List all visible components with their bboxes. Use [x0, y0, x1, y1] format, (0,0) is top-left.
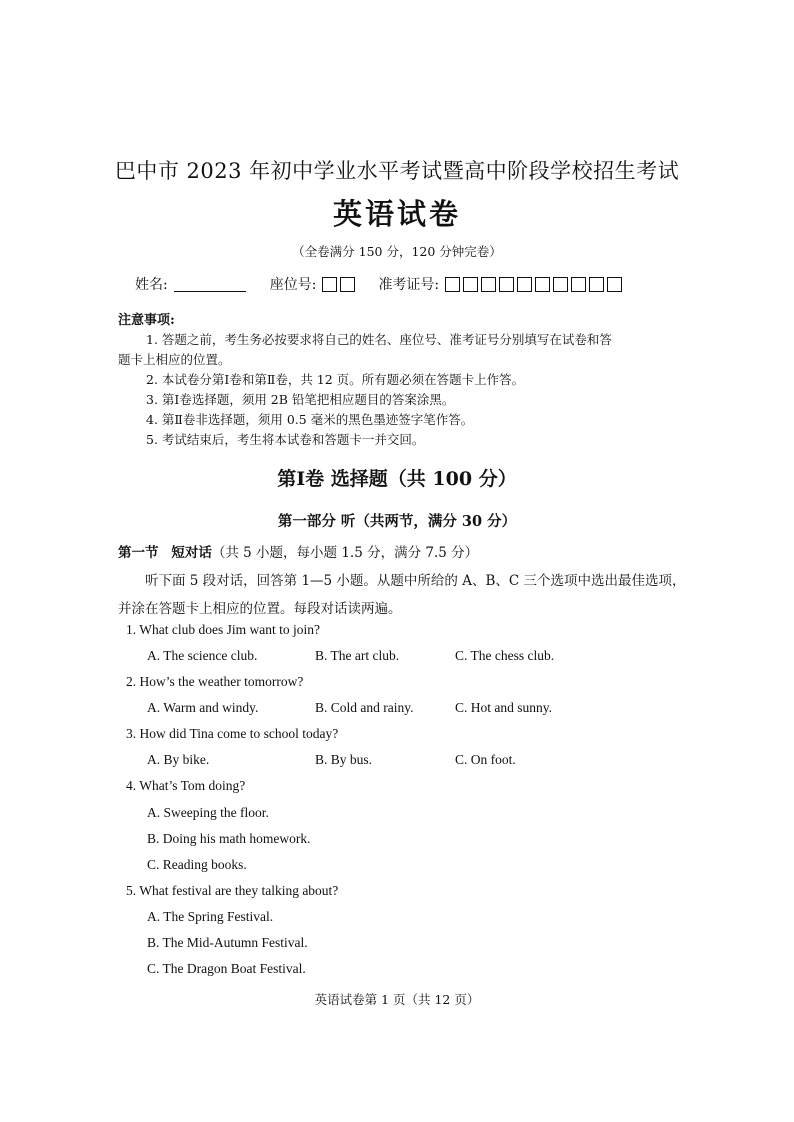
- seat-box[interactable]: [322, 277, 337, 292]
- question-5-option-b[interactable]: B. The Mid-Autumn Festival.: [147, 935, 308, 950]
- name-label: 姓名:: [135, 277, 168, 293]
- question-1-option-b[interactable]: B. The art club.: [315, 648, 400, 663]
- exam-title: 巴中市 2023 年初中学业水平考试暨高中阶段学校招生考试: [114, 159, 680, 183]
- question-3-option-c[interactable]: C. On foot.: [455, 752, 516, 767]
- notice-heading: 注意事项:: [118, 313, 175, 328]
- question-4-option-b[interactable]: B. Doing his math homework.: [147, 831, 311, 846]
- question-4-stem: 4. What’s Tom doing?: [126, 778, 246, 793]
- question-3-option-b[interactable]: B. By bus.: [315, 752, 373, 767]
- notice-item-4: 4. 第Ⅱ卷非选择题，须用 0.5 毫米的黑色墨迹签字笔作答。: [146, 412, 474, 427]
- question-2-option-b[interactable]: B. Cold and rainy.: [315, 700, 414, 715]
- question-4-option-c[interactable]: C. Reading books.: [147, 857, 247, 872]
- exam-number-box[interactable]: [481, 277, 496, 292]
- seat-number-boxes[interactable]: [322, 277, 358, 292]
- exam-number-box[interactable]: [553, 277, 568, 292]
- question-2-option-a[interactable]: A. Warm and windy.: [147, 700, 259, 715]
- notice-item-3: 3. 第Ⅰ卷选择题，须用 2B 铅笔把相应题目的答案涂黑。: [146, 392, 455, 407]
- exam-number-box[interactable]: [499, 277, 514, 292]
- notice-item-2: 2. 本试卷分第Ⅰ卷和第Ⅱ卷，共 12 页。所有题必须在答题卡上作答。: [146, 372, 525, 387]
- name-blank[interactable]: [174, 277, 246, 292]
- section-heading: [118, 541, 478, 561]
- section-detail: （共 5 小题，每小题 1.5 分，满分 7.5 分）: [211, 545, 479, 561]
- exam-number-box[interactable]: [589, 277, 604, 292]
- exam-number-box[interactable]: [517, 277, 532, 292]
- exam-number-box[interactable]: [571, 277, 586, 292]
- question-3-option-a[interactable]: A. By bike.: [147, 752, 210, 767]
- candidate-info-row: [135, 274, 645, 294]
- notice-item-1-cont: 题卡上相应的位置。: [118, 352, 231, 367]
- score-note: （全卷满分 150 分，120 分钟完卷）: [292, 244, 502, 259]
- exam-number-box[interactable]: [607, 277, 622, 292]
- question-5-option-a[interactable]: A. The Spring Festival.: [147, 909, 274, 924]
- exam-number-box[interactable]: [535, 277, 550, 292]
- page-footer: 英语试卷第 1 页（共 12 页）: [314, 992, 480, 1007]
- section-name: 短对话: [171, 545, 212, 561]
- question-5-stem: 5. What festival are they talking about?: [126, 883, 339, 898]
- exam-number-label: 准考证号:: [378, 277, 440, 293]
- notice-item-1: 1. 答题之前，考生务必按要求将自己的姓名、座位号、准考证号分别填写在试卷和答: [146, 332, 612, 347]
- question-2-option-c[interactable]: C. Hot and sunny.: [455, 700, 552, 715]
- exam-number-box[interactable]: [463, 277, 478, 292]
- question-1-option-a[interactable]: A. The science club.: [147, 648, 258, 663]
- question-1-option-c[interactable]: C. The chess club.: [455, 648, 555, 663]
- part-subtitle: 第一部分 听（共两节，满分 30 分）: [277, 513, 517, 530]
- question-5-option-c[interactable]: C. The Dragon Boat Festival.: [147, 961, 306, 976]
- question-1-stem: 1. What club does Jim want to join?: [126, 622, 320, 637]
- exam-number-boxes[interactable]: [445, 277, 625, 292]
- part-title: 第Ⅰ卷 选择题（共 100 分）: [277, 468, 517, 490]
- question-3-stem: 3. How did Tina come to school today?: [126, 726, 339, 741]
- question-2-stem: 2. How’s the weather tomorrow?: [126, 674, 304, 689]
- exam-number-box[interactable]: [445, 277, 460, 292]
- directions-line-1: 听下面 5 段对话，回答第 1—5 小题。从题中所给的 A、B、C 三个选项中选出最佳选项，: [145, 573, 686, 589]
- subject-title: 英语试卷: [332, 197, 461, 231]
- seat-box[interactable]: [340, 277, 355, 292]
- notice-item-5: 5. 考试结束后，考生将本试卷和答题卡一并交回。: [146, 432, 425, 447]
- seat-label: 座位号:: [269, 277, 317, 293]
- section-label: 第一节: [118, 545, 159, 561]
- question-4-option-a[interactable]: A. Sweeping the floor.: [147, 805, 269, 820]
- directions-line-2: 并涂在答题卡上相应的位置。每段对话读两遍。: [118, 601, 402, 617]
